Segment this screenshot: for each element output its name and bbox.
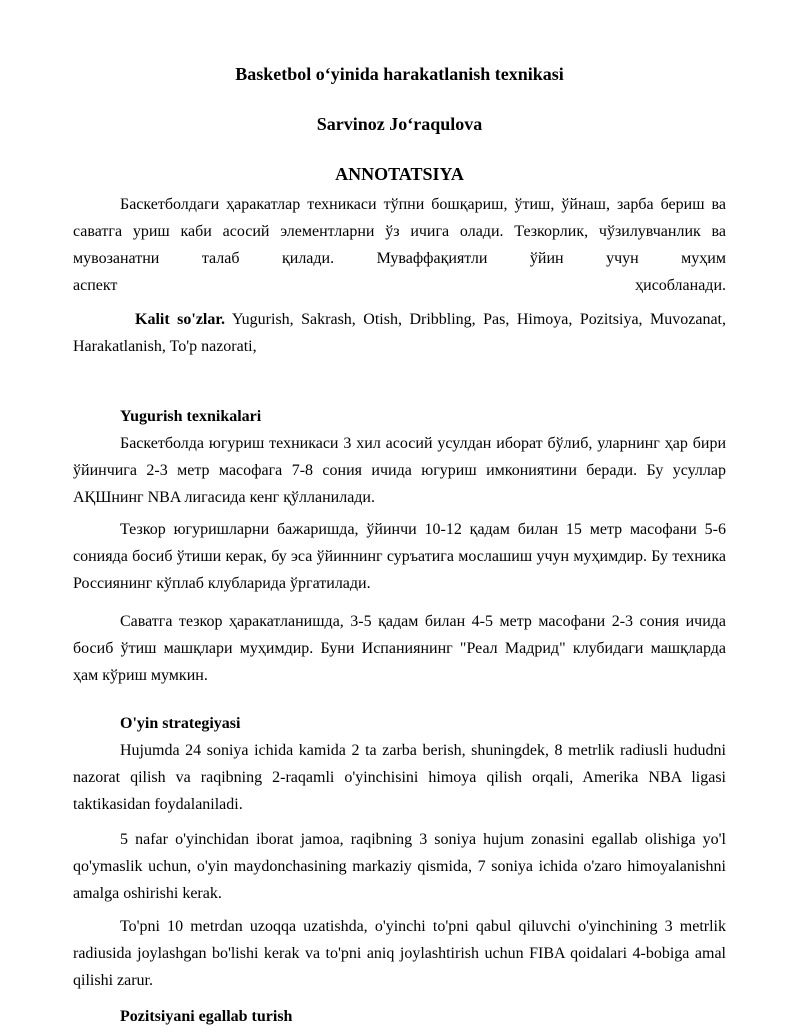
annotation-last-line-right: ҳисобланади. <box>635 277 726 294</box>
yugurish-paragraph-3: Саватга тезкор ҳаракатланишда, 3-5 қадам билан 4-5 метр масофани 2-3 сония ичида босиб ўтиш машқлари муҳимдир. Буни Испаниянинг "Реал Мадрид" клубидаги машқларда ҳам кўриш мумкин. <box>73 613 726 684</box>
annotation-heading: ANNOTATSIYA <box>335 164 464 184</box>
yugurish-paragraph-2: Тезкор югуришларни бажаришда, ўйинчи 10-12 қадам билан 15 метр масофани 5-6 сонияда босиб ўтиши керак, бу эса ўйиннинг суръатига мослашиш учун муҳимдир. Бу техника Россиянинг кўплаб клубларида ўргатилади. <box>73 521 726 592</box>
annotation-last-line-left: аспект <box>73 277 118 294</box>
strategiya-paragraph-3: To'pni 10 metrdan uzoqqa uzatishda, o'yinchi to'pni qabul qiluvchi o'yinchining 3 metrlik radiusida joylashgan bo'lishi kerak va to'pni aniq joylashtirish uchun FIBA qoidalari 4-bobiga amal qilishi zarur. <box>73 918 726 989</box>
yugurish-paragraph-1: Баскетболда югуриш техникаси 3 хил асосий усулдан иборат бўлиб, уларнинг ҳар бири ўйинчига 2-3 метр масофага 7-8 сония ичида югуриш имкониятини беради. Бу усуллар АҚШнинг NBA лигасида кенг қўлланилади. <box>73 435 726 506</box>
strategiya-paragraph-1: Hujumda 24 soniya ichida kamida 2 ta zarba berish, shuningdek, 8 metrlik radiusli hududni nazorat qilish va raqibning 2-raqamli o'yinchisini himoya qilish orqali, Amerika NBA ligasi taktikasidan foydalaniladi. <box>73 742 726 813</box>
keywords-paragraph <box>73 306 726 360</box>
keywords-label: Kalit so'zlar. <box>135 311 225 328</box>
strategiya-paragraph-2: 5 nafar o'yinchidan iborat jamoa, raqibning 3 soniya hujum zonasini egallab olishiga yo'l qo'ymaslik uchun, o'yin maydonchasining markaziy qismida, 7 soniya ichida o'zaro himoyalanishni amalga oshirishi kerak. <box>73 831 726 902</box>
annotation-last-line <box>73 272 726 299</box>
section-heading-pozitsiyani-egallab-turish: Pozitsiyani egallab turish <box>120 1008 293 1025</box>
author-name: Sarvinoz Joʻraqulova <box>316 114 483 134</box>
annotation-paragraph: Баскетболдаги ҳаракатлар техникаси тўпни бошқариш, ўтиш, ўйнаш, зарба бериш ва саватга уриш каби асосий элементларни ўз ичига олади. Тезкорлик, чўзилувчанлик ва мувозанатни талаб қилади. Муваффақиятли ўйин учун муҳим <box>73 196 726 267</box>
section-heading-yugurish-texnikalari: Yugurish texnikalari <box>120 408 262 425</box>
keywords-text: Yugurish, Sakrash, Otish, Dribbling, Pas, Himoya, Pozitsiya, Muvozanat, Harakatlanish, To'p nazorati, <box>73 311 726 355</box>
section-heading-oyin-strategiyasi: O'yin strategiyasi <box>120 715 241 732</box>
document-title: Basketbol oʻyinida harakatlanish texnikasi <box>235 64 564 84</box>
